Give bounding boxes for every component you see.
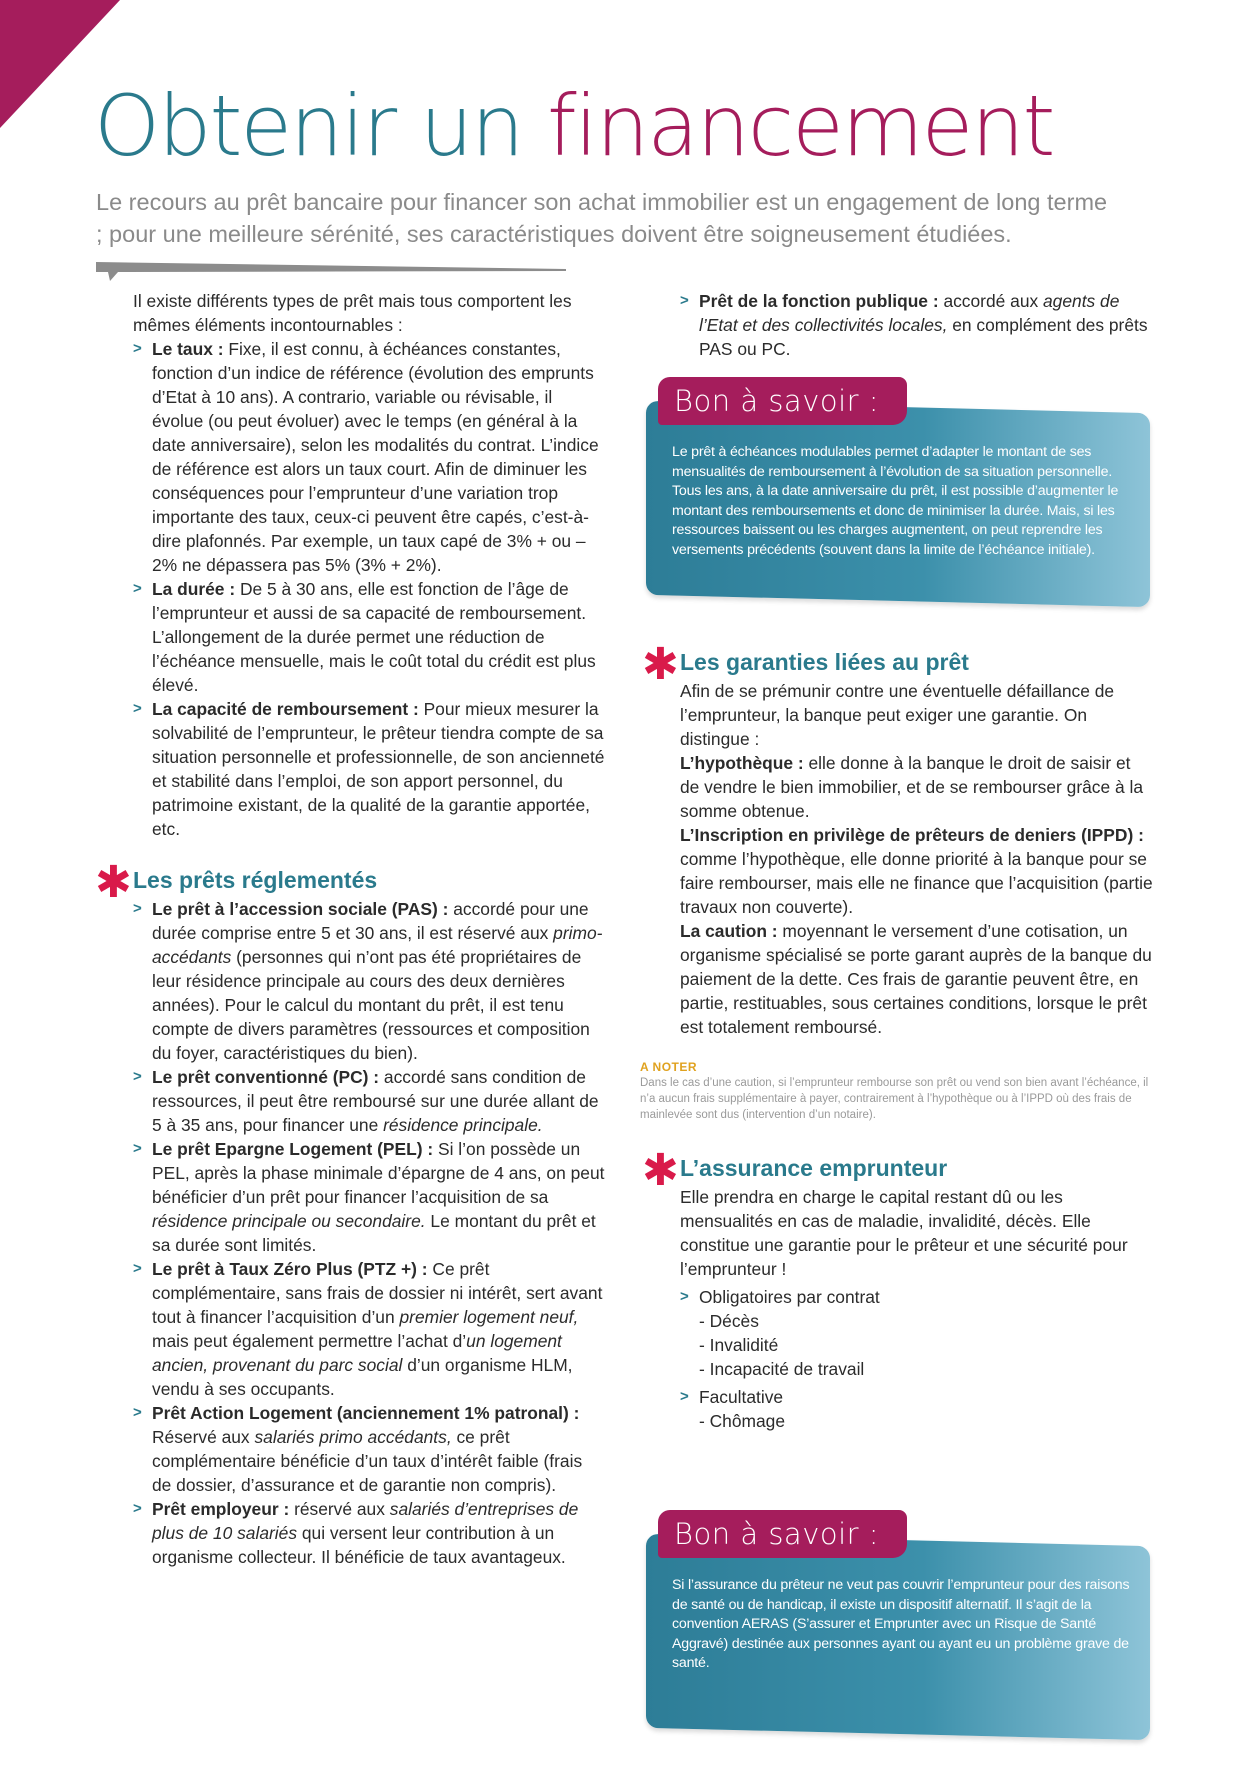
- callout-text: Le prêt à échéances modulables permet d’adapter le montant de ses mensualités de remboursement à l’évolution de sa situation personnelle. Tous les ans, à la date anniversaire du prêt, il est possible d’augmenter le montant des remboursements et donc de minimiser la durée. Mais, si les ressources baissent ou les charges augmentent, on peut reprendre les versements précédents (souvent dans la limite de l’échéance initiale).: [672, 444, 1119, 558]
- section-heading: Les garanties liées au prêt: [680, 649, 969, 675]
- note-text: Dans le cas d’une caution, si l’emprunteur rembourse son prêt ou vend son bien avant l’échéance, il n’a aucun frais supplémentaire à payer, contrairement à l’hypothèque ou à l’IPPD où des frais de mainlevée sont dus (intervention d’un notaire).: [640, 1077, 1149, 1121]
- callout-bon-a-savoir-1: [646, 377, 1156, 609]
- chevron-right-icon: >: [133, 700, 142, 717]
- right-column-top: [680, 289, 1150, 361]
- page-title-part1: Obtenir un: [94, 77, 548, 175]
- list-item-ptz: > Le prêt à Taux Zéro Plus (PTZ +) : Ce prêt complémentaire, sans frais de dossier ni intérêt, sert avant tout à financer l’acquisition d’un premier logement neuf, mais peut également permettre l’achat d’un logement ancien, provenant du parc social d’un organisme HLM, vendu à ses occupants.: [133, 1259, 603, 1399]
- note-box: [640, 1059, 1154, 1123]
- chevron-right-icon: >: [680, 292, 689, 309]
- chevron-right-icon: >: [133, 1500, 142, 1517]
- list-item-taux: > Le taux : Fixe, il est connu, à échéances constantes, fonction d’un indice de référence (évolution des emprunts d’Etat à 10 ans). A contrario, variable ou révisable, il évolue (ou peut évoluer) avec le temps (en général à la date anniversaire), selon les modalités du contrat. L’indice de référence est alors un taux court. Afin de diminuer les conséquences pour l’emprunteur d’une variation trop importante des taux, ceux-ci peuvent être capés, c’est-à-dire plafonnés. Par exemple, un taux capé de 3% + ou – 2% ne dépassera pas 5% (3% + 2%).: [133, 339, 599, 575]
- note-label: A NOTER: [640, 1060, 698, 1074]
- chevron-right-icon: >: [133, 1260, 142, 1277]
- callout-tag: Bon à savoir :: [658, 377, 907, 425]
- right-column-bottom: [640, 623, 1154, 1433]
- chevron-right-icon: >: [133, 1068, 142, 1085]
- list-item-pc: > Le prêt conventionné (PC) : accordé sans condition de ressources, il peut être remboursé sur une durée allant de 5 à 35 ans, pour financer une résidence principale.: [133, 1067, 599, 1135]
- list-item-fonction-publique: > Prêt de la fonction publique : accordé aux agents de l’Etat et des collectivités locales, en complément des prêts PAS ou PC.: [680, 291, 1148, 359]
- chevron-right-icon: >: [133, 1140, 142, 1157]
- list-item-duree: > La durée : De 5 à 30 ans, elle est fonction de l’âge de l’emprunteur et aussi de sa capacité de remboursement. L’allongement de la durée permet une réduction de l’échéance mensuelle, mais le coût total du crédit est plus élevé.: [133, 579, 596, 695]
- chevron-right-icon: >: [680, 1288, 689, 1305]
- garantie-caution: La caution : moyennant le versement d’une cotisation, un organisme spécialisé se porte garant auprès de la banque du paiement de la dette. Ces frais de garantie peuvent être, en partie, restituables, sous certaines conditions, lorsque le prêt est totalement remboursé.: [680, 921, 1152, 1037]
- section-heading: L’assurance emprunteur: [680, 1155, 948, 1181]
- chevron-right-icon: >: [133, 1404, 142, 1421]
- page-title-part2: financement: [547, 77, 1054, 175]
- assurance-intro: Elle prendra en charge le capital restant dû ou les mensualités en cas de maladie, invalidité, décès. Elle constitue une garantie pour le prêteur et une sécurité pour l’emprunteur !: [680, 1187, 1128, 1279]
- left-intro: Il existe différents types de prêt mais tous comportent les mêmes éléments incontournables :: [133, 291, 572, 335]
- left-column: [95, 289, 605, 1569]
- sublist-item: - Incapacité de travail: [699, 1359, 865, 1379]
- asterisk-icon: ✱: [642, 1145, 679, 1196]
- section-assurance: [642, 1145, 1154, 1433]
- sublist-item: - Invalidité: [699, 1335, 779, 1355]
- asterisk-icon: ✱: [95, 857, 132, 908]
- section-heading: Les prêts réglementés: [133, 867, 378, 893]
- separator-swoosh: [96, 262, 566, 282]
- list-item-action-logement: > Prêt Action Logement (anciennement 1% patronal) : Réservé aux salariés primo accédants, ce prêt complémentaire bénéficie d’un taux d’intérêt faible (frais de dossier, d’assurance et de garantie non compris).: [133, 1403, 583, 1495]
- list-item-facultative: > Facultative: [680, 1387, 784, 1407]
- asterisk-icon: ✱: [642, 639, 679, 690]
- garantie-ippd: L’Inscription en privilège de prêteurs de deniers (IPPD) : comme l’hypothèque, elle donne priorité à la banque pour se faire rembourser, mais elle ne finance que l’acquisition (partie travaux non couverte).: [680, 825, 1153, 917]
- sublist-item: - Chômage: [699, 1411, 786, 1431]
- chevron-right-icon: >: [133, 340, 142, 357]
- list-item-pel: > Le prêt Epargne Logement (PEL) : Si l’on possède un PEL, après la phase minimale d’épargne de 4 ans, on peut bénéficier d’un prêt pour financer l’acquisition de sa résidence principale ou secondaire. Le montant du prêt et sa durée sont limités.: [133, 1139, 605, 1255]
- page-title: [94, 77, 1054, 175]
- sublist-facultative: [680, 1409, 1154, 1433]
- list-item-pret-employeur: > Prêt employeur : réservé aux salariés d’entreprises de plus de 10 salariés qui versent leur contribution à un organisme collecteur. Il bénéficie de taux avantageux.: [133, 1499, 579, 1567]
- section-prets-reglementes: [95, 857, 605, 1569]
- section-garanties: [642, 639, 1154, 1039]
- garantie-hypotheque: L’hypothèque : elle donne à la banque le droit de saisir et de vendre le bien immobilier, et de se rembourser grâce à la somme obtenue.: [680, 753, 1144, 821]
- intro-paragraph: Le recours au prêt bancaire pour financer son achat immobilier est un engagement de long terme ; pour une meilleure sérénité, ses caractéristiques doivent être soigneusement étudiées.: [96, 189, 1108, 247]
- sublist-item: - Décès: [699, 1311, 759, 1331]
- chevron-right-icon: >: [133, 580, 142, 597]
- callout-bon-a-savoir-2: [646, 1510, 1156, 1742]
- callout-text: Si l’assurance du prêteur ne veut pas couvrir l’emprunteur pour des raisons de santé ou de handicap, il existe un dispositif alternatif. Il s’agit de la convention AERAS (S’assurer et Emprunter avec un Risque de Santé Aggravé) destinée aux personnes ayant ou ayant eu un problème grave de santé.: [672, 1577, 1130, 1671]
- callout-tag: Bon à savoir :: [658, 1510, 907, 1558]
- garanties-intro: Afin de se prémunir contre une éventuelle défaillance de l’emprunteur, la banque peut exiger une garantie. On distingue :: [680, 681, 1115, 749]
- list-item-pas: > Le prêt à l’accession sociale (PAS) : accordé pour une durée comprise entre 5 et 30 ans, il est réservé aux primo-accédants (personnes qui n’ont pas été propriétaires de leur résidence principale au cours des deux dernières années). Pour le calcul du montant du prêt, il est tenu compte de divers paramètres (ressources et composition du foyer, caractéristiques du bien).: [133, 899, 603, 1063]
- list-item-capacite: > La capacité de remboursement : Pour mieux mesurer la solvabilité de l’emprunteur, le prêteur tiendra compte de sa situation personnelle et professionnelle, de son ancienneté et stabilité dans l’emploi, de son apport personnel, du patrimoine existant, de la qualité de la garantie apportée, etc.: [133, 699, 605, 839]
- sublist-obligatoires: [680, 1309, 1154, 1381]
- list-item-obligatoires: > Obligatoires par contrat: [680, 1287, 880, 1307]
- chevron-right-icon: >: [133, 900, 142, 917]
- chevron-right-icon: >: [680, 1388, 689, 1405]
